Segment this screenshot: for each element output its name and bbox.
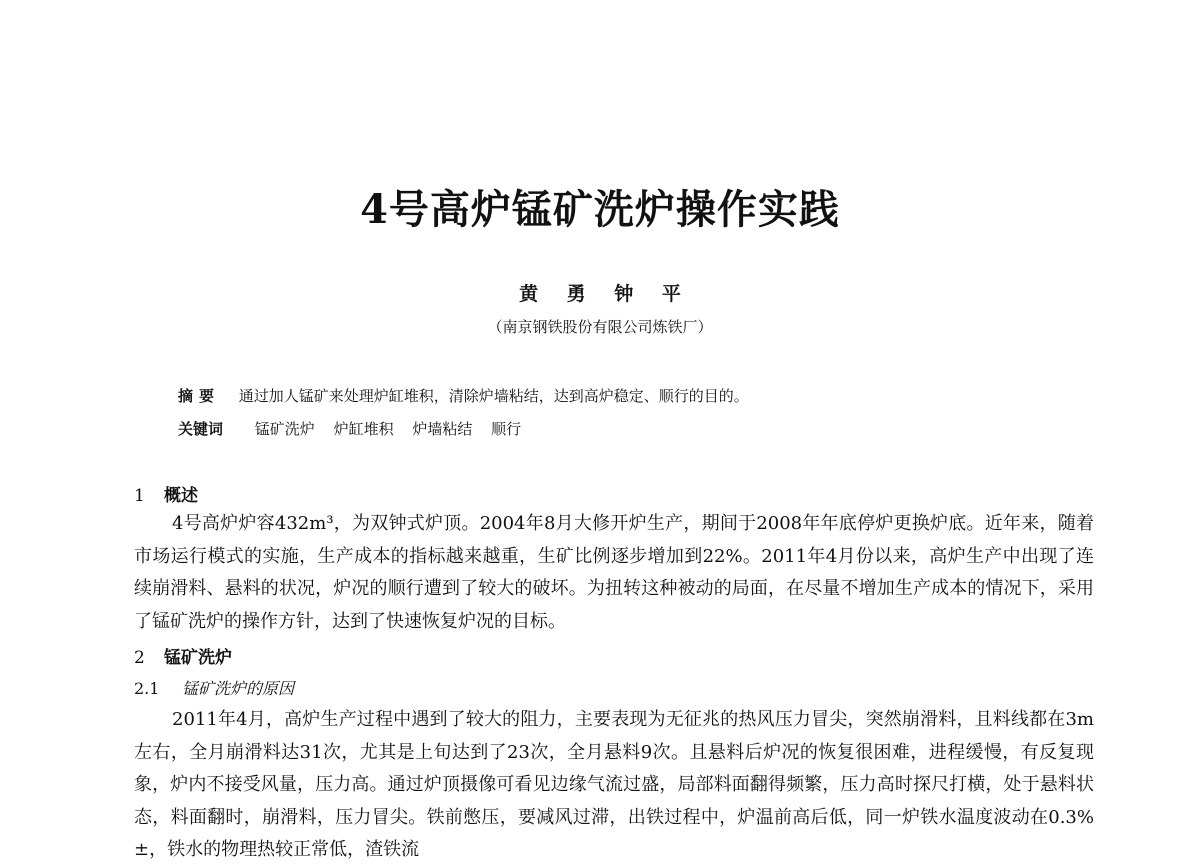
subsection-number: 2.1 bbox=[134, 679, 160, 698]
keywords bbox=[178, 417, 535, 441]
keyword: 锰矿洗炉 bbox=[254, 420, 315, 438]
section-number: 2 bbox=[134, 648, 145, 668]
body-paragraph: 2011年4月，高炉生产过程中遇到了较大的阻力，主要表现为无征兆的热风压力冒尖，突然崩滑料，且料线都在3m左右，全月崩滑料达31次，尤其是上旬达到了23次，全月悬料9次。且悬料后炉况的恢复很困难，进程缓慢，有反复现象，炉内不接受风量，压力高。通过炉顶摄像可看见边缘气流过盛，局部料面翻得频繁，压力高时探尺打横，处于悬料状态，料面翻时，崩滑料，压力冒尖。铁前憋压，要减风过滞，出铁过程中，炉温前高后低，同一炉铁水温度波动在0.3%±，铁水的物理热较正常低，渣铁流 bbox=[134, 709, 1094, 860]
body-paragraph: 4号高炉炉容432m³，为双钟式炉顶。2004年8月大修开炉生产，期间于2008年年底停炉更换炉底。近年来，随着市场运行模式的实施，生产成本的指标越来越重，生矿比例逐步增加到22%。2011年4月份以来，高炉生产中出现了连续崩滑料、悬料的状况，炉况的顺行遭到了较大的破坏。为扭转这种被动的局面，在尽量不增加生产成本的情况下，采用了锰矿洗炉的操作方针，达到了快速恢复炉况的目标。 bbox=[134, 513, 1094, 632]
subsection-heading bbox=[134, 676, 294, 702]
abstract-text: 通过加人锰矿来处理炉缸堆积，清除炉墙粘结，达到高炉稳定、顺行的目的。 bbox=[238, 387, 749, 405]
author-names: 黄 勇 钟 平 bbox=[519, 283, 681, 305]
section-number: 1 bbox=[134, 486, 145, 506]
author-affiliation: （南京钢铁股份有限公司炼铁厂） bbox=[487, 318, 713, 336]
section-title: 锰矿洗炉 bbox=[164, 648, 232, 668]
keywords-label: 关键词 bbox=[178, 420, 224, 438]
abstract-label: 摘要 bbox=[178, 387, 221, 405]
paper-title: 4号高炉锰矿洗炉操作实践 bbox=[360, 186, 840, 233]
section-heading bbox=[134, 644, 232, 672]
keyword: 顺行 bbox=[491, 420, 522, 438]
keyword: 炉缸堆积 bbox=[333, 420, 394, 438]
keyword: 炉墙粘结 bbox=[412, 420, 473, 438]
abstract bbox=[178, 384, 749, 408]
subsection-title: 锰矿洗炉的原因 bbox=[182, 679, 295, 698]
section-title: 概述 bbox=[164, 486, 198, 506]
section-heading bbox=[134, 482, 198, 510]
